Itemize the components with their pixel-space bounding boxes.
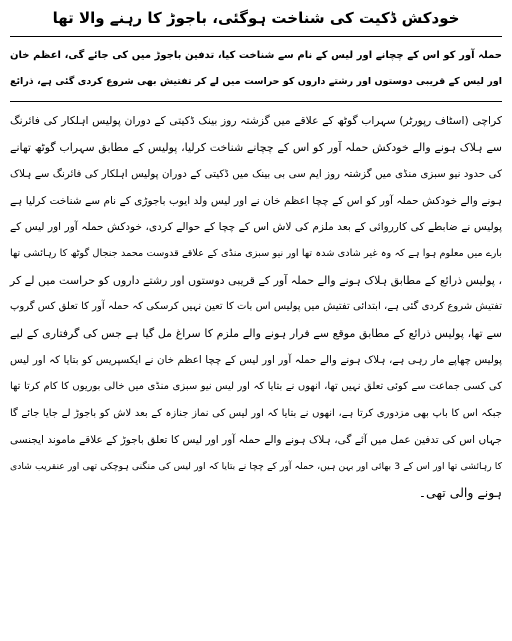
body-line: جہاں اس کی تدفین عمل میں آئے گی، ہلاک ہونے والے حملہ آور اور لیس کا تعلق باجوڑ کے علاقے ماموند ایجنسی <box>10 434 502 447</box>
body-line: کی کسی جماعت سے کوئی تعلق نہیں تھا، انھوں نے بتایا کہ اور لیس نیو سبزی منڈی میں خالی بوریوں کا کام کرتا تھا <box>10 380 502 392</box>
subheadline-line: اور لیس کے قریبی دوستوں اور رشتے داروں کو حراست میں لے کر تفتیش بھی شروع کردی گئی ہے، ذرائع <box>10 76 502 87</box>
body-line: سے تھا، پولیس ذرائع کے مطابق موقع سے فرار ہونے والے ملزم کا سراغ مل گیا ہے جس کی گرفتاری کے لیے <box>10 326 502 340</box>
body-line: پولیس چھاپے مار رہی ہے، ہلاک ہونے والے حملہ آور اور لیس کے چچا اعظم خان نے ایکسپریس کو بتایا کہ اور لیس <box>10 354 502 367</box>
article-body <box>10 108 502 507</box>
body-line: تفتیش شروع کردی گئی ہے، ابتدائی تفتیش میں پولیس اس بات کا تعین نہیں کرسکی کہ حملہ آور کا تعلق کس گروپ <box>10 301 502 313</box>
body-line: بارے میں معلوم ہوا ہے کہ وہ غیر شادی شدہ تھا اور نیو سبزی منڈی کے علاقے قدوست محمد جنجال گوٹھ کا رہائشی تھا <box>10 247 502 259</box>
divider-bottom <box>10 101 502 102</box>
body-line: پولیس نے ضابطے کی کارروائی کے بعد ملزم کی لاش اس کے چچا کے حوالے کردی، خودکش حملہ آور اور لیس کے <box>10 221 502 234</box>
body-line: ، پولیس ذرائع کے مطابق ہلاک ہونے والے حملہ آور کے قریبی دوستوں اور رشتے داروں کو حراست میں لے کر <box>9 273 502 287</box>
body-line: کی حدود نیو سبزی منڈی میں گزشتہ روز ایم سی بی بینک میں ڈکیتی کے دوران پولیس اہلکار کی فائرنگ سے ہلاک <box>10 168 502 181</box>
body-line: ہونے والے خودکش حملہ آور کو اس کے چچا اعظم خان نے اور لیس ولد ایوب باجوڑی کے نام سے شناخت کرلیا ہے <box>10 194 502 207</box>
headline: خودکش ڈکیت کی شناخت ہوگئی، باجوڑ کا رہنے والا تھا <box>52 9 460 27</box>
body-line: ہونے والی تھی۔ <box>418 485 502 501</box>
body-line: جبکہ اس کا باپ بھی مزدوری کرتا ہے، انھوں نے بتایا کہ اور لیس کی نماز جنازہ کے بعد لاش کو باجوڑ لے جایا جائے گا <box>10 407 502 419</box>
body-line: کا رہائشی تھا اور اس کے 3 بھائی اور بہن ہیں، حملہ آور کے چچا نے بتایا کہ اور لیس کی منگنی ہوچکی تھی اور عنقریب شادی <box>10 460 502 472</box>
subheadline <box>10 43 502 95</box>
subheadline-line: حملہ آور کو اس کے چچانے اور لیس کے نام سے شناخت کیا، تدفین باجوڑ میں کی جائے گی، اعظم خان <box>10 50 502 61</box>
divider-top <box>10 36 502 37</box>
body-line: سے ہلاک ہونے والے خودکش حملہ آور کو اس کے چچانے شناخت کرلیا، پولیس کے مطابق سہراب گوٹھ تھانے <box>10 140 502 154</box>
body-line: کراچی (اسٹاف رپورٹر) سہراب گوٹھ کے علاقے میں گزشتہ روز بینک ڈکیتی کے دوران پولیس اہلکار کی فائرنگ <box>10 114 502 127</box>
